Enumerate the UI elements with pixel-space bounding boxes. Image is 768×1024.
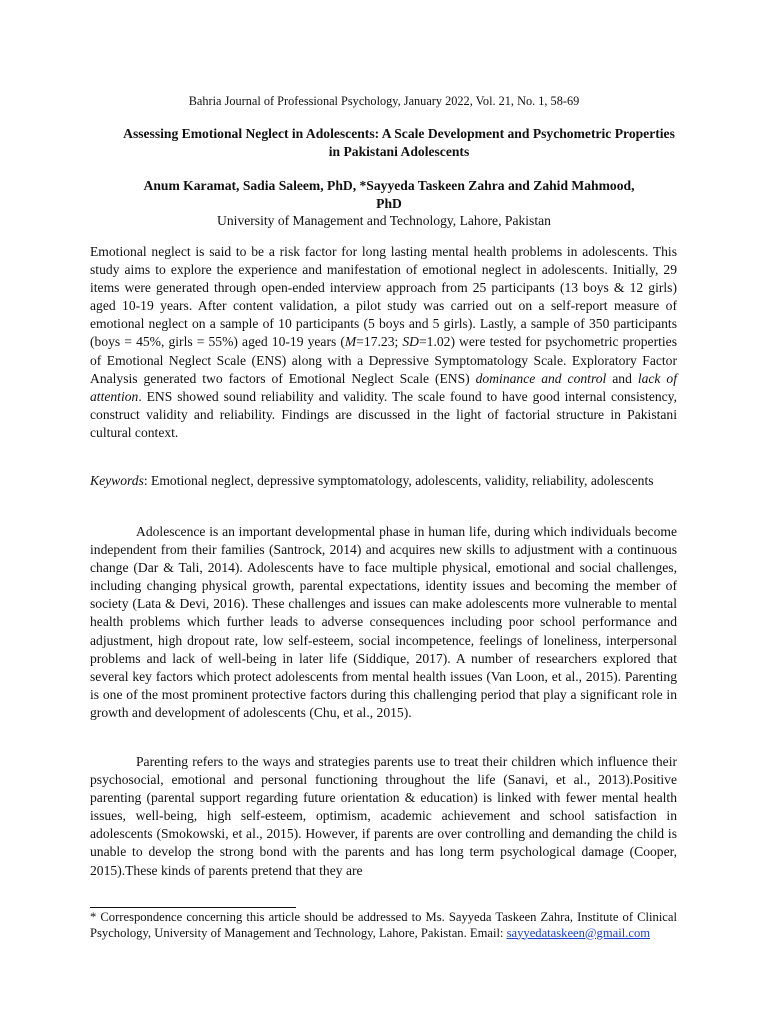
abstract-text-3: . ENS showed sound reliability and validity. The scale found to have good internal consistency, construct validity and reliability. Findings are discussed in the light of factorial structure in Pakistani cultural context. [90,388,677,440]
factor-lack-of-attention: lack of attention [90,370,677,404]
footnote-divider [90,907,296,908]
body-paragraph-1: Adolescence is an important developmental phase in human life, during which individuals become independent from their families (Santrock, 2014) and acquires new skills to adjustment with a continuous change (Dar & Tali, 2014). Adolescents have to face multiple physical, emotional and social challenges, including changing physical growth, parental expectations, identity issues and becoming the member of society (Lata & Devi, 2016). These challenges and issues can make adolescents more vulnerable to mental health problems which further leads to adverse consequences including poor school performance and adjustment, high dropout rate, low self-esteem, social incompetence, feelings of loneliness, interpersonal problems and lack of well-being in later life (Siddique, 2017). A number of researchers explored that several key factors which protect adolescents from mental health issues (Van Loon, et al., 2015). Parenting is one of the most prominent protective factors during this challenging period that play a significant role in growth and development of adolescents (Chu, et al., 2015). [90,524,677,720]
abstract-and: and [606,370,638,386]
abstract-text-1: Emotional neglect is said to be a risk factor for long lasting mental health problems in adolescents. This study aims to explore the experience and manifestation of emotional neglect in adolescents. Initially, 29 items were generated through open-ended interview approach from 25 participants (13 boys & 12 girls) aged 10-19 years. After content validation, a pilot study was carried out on a self-report measure of emotional neglect on a sample of 10 participants (5 boys and 5 girls). Lastly, a sample of 350 participants (boys = 45%, girls = 55%) aged 10-19 years ( [90,244,677,350]
article-authors: Anum Karamat, Sadia Saleem, PhD, *Sayyeda Taskeen Zahra and Zahid Mahmood, PhD [143,178,635,211]
body-paragraph-2: Parenting refers to the ways and strategies parents use to treat their children which influence their psychosocial, emotional and personal functioning throughout the life (Sanavi, et al., 2013).Positive parenting (parental support regarding future orientation & education) is linked with fewer mental health issues, well-being, high self-esteem, optimism, academic achievement and school satisfaction in adolescents (Smokowski, et al., 2015). However, if parents are over controlling and demanding the child is unable to develop the strong bond with the parents and has long term psychological damage (Cooper, 2015).These kinds of parents pretend that they are [90,754,677,878]
correspondence-email-link[interactable]: sayyedataskeen@gmail.com [506,925,651,940]
keywords [90,472,677,490]
mean-value: =17.23; [356,334,403,350]
sd-symbol: SD [402,334,419,350]
abstract-text-2: =1.02) were tested for psychometric properties of Emotional Neglect Scale (ENS) along with a Depressive Symptomatology Scale. Exploratory Factor Analysis generated two factors of Emotional Neglect Scale (ENS) [90,334,677,386]
keywords-label: Keywords [90,473,144,488]
factor-dominance-control: dominance and control [475,370,607,386]
correspondence-footnote [90,910,677,941]
article-title: Assessing Emotional Neglect in Adolescents: A Scale Development and Psychometric Properties in Pakistani Adolescents [123,126,675,159]
mean-symbol: M [344,334,357,350]
journal-header: Bahria Journal of Professional Psychology, January 2022, Vol. 21, No. 1, 58-69 [188,94,580,108]
author-affiliation: University of Management and Technology, Lahore, Pakistan [217,213,551,228]
footnote-text: * Correspondence concerning this article should be addressed to Ms. Sayyeda Taskeen Zahra, Institute of Clinical Psychology, University of Management and Technology, Lahore, Pakistan. Email: [90,910,677,940]
keywords-text: : Emotional neglect, depressive symptomatology, adolescents, validity, reliability, adolescents [143,473,654,488]
abstract [90,243,677,442]
